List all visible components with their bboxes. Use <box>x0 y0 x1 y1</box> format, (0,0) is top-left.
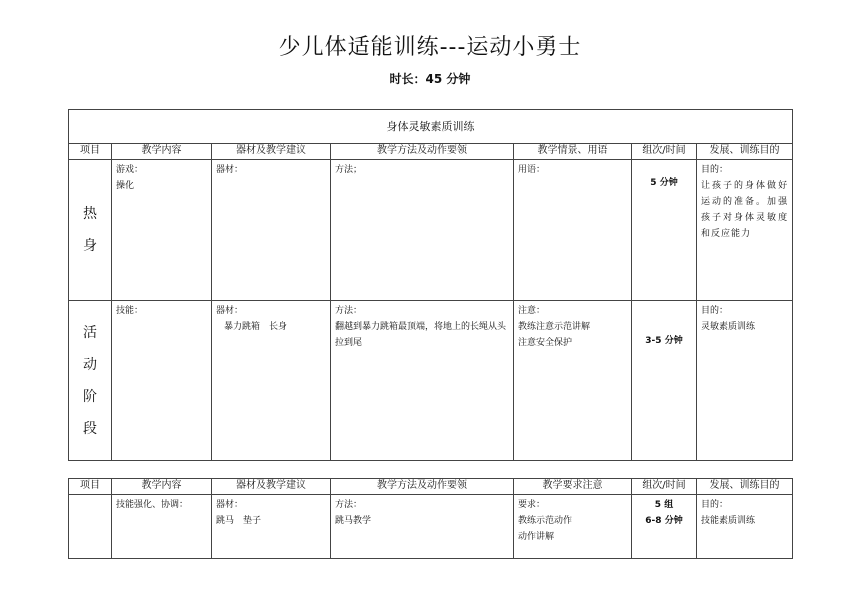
method-cell: 方法： 翻越到暴力跳箱最顶端，将地上的长绳从头拉到尾 <box>331 301 514 461</box>
equipment-cell: 器材： 跳马 垫子 <box>212 495 331 559</box>
header-content: 教学内容 <box>112 144 212 160</box>
table-header-row <box>69 144 793 160</box>
table-row-warmup <box>69 160 793 301</box>
content-cell: 游戏： 操化 <box>112 160 212 301</box>
equipment-cell: 器材： <box>212 160 331 301</box>
section-title-row <box>69 110 793 144</box>
goal-cell: 目的： 灵敏素质训练 <box>697 301 793 461</box>
header-time: 组次/时间 <box>632 479 697 495</box>
goal-cell: 目的： 让孩子的身体做好运动的准备。加强孩子对身体灵敏度和反应能力 <box>697 160 793 301</box>
header-equipment: 器材及教学建议 <box>212 144 331 160</box>
scene-cell: 注意： 教练注意示范讲解 注意安全保护 <box>514 301 632 461</box>
item-cell <box>69 495 112 559</box>
method-cell: 方法； <box>331 160 514 301</box>
time-cell: 5 组 6-8 分钟 <box>632 495 697 559</box>
section-title: 身体灵敏素质训练 <box>69 110 793 144</box>
header-requirement: 教学要求注意 <box>514 479 632 495</box>
header-scene: 教学情景、用语 <box>514 144 632 160</box>
duration-text: 时长：45 分钟 <box>389 72 471 86</box>
header-equipment: 器材及教学建议 <box>212 479 331 495</box>
content-cell: 技能： <box>112 301 212 461</box>
header-goal: 发展、训练目的 <box>697 144 793 160</box>
header-time: 组次/时间 <box>632 144 697 160</box>
time-cell: 3-5 分钟 <box>632 301 697 461</box>
page-title: 少儿体适能训练---运动小勇士 <box>278 35 582 60</box>
training-table-1 <box>68 109 793 461</box>
content-cell: 技能强化、协调： <box>112 495 212 559</box>
header-item: 项目 <box>69 144 112 160</box>
goal-cell: 目的： 技能素质训练 <box>697 495 793 559</box>
equipment-cell: 器材： 暴力跳箱 长身 <box>212 301 331 461</box>
item-warmup: 热 身 <box>69 160 112 301</box>
table-row-skill <box>69 495 793 559</box>
method-cell: 方法： 跳马教学 <box>331 495 514 559</box>
table-header-row <box>69 479 793 495</box>
header-content: 教学内容 <box>112 479 212 495</box>
item-activity: 活 动 阶 段 <box>69 301 112 461</box>
table-row-activity <box>69 301 793 461</box>
training-table-2 <box>68 478 793 559</box>
header-method: 教学方法及动作要领 <box>331 479 514 495</box>
header-item: 项目 <box>69 479 112 495</box>
time-cell: 5 分钟 <box>632 160 697 301</box>
requirement-cell: 要求： 教练示范动作 动作讲解 <box>514 495 632 559</box>
header-method: 教学方法及动作要领 <box>331 144 514 160</box>
scene-cell: 用语： <box>514 160 632 301</box>
header-goal: 发展、训练目的 <box>697 479 793 495</box>
